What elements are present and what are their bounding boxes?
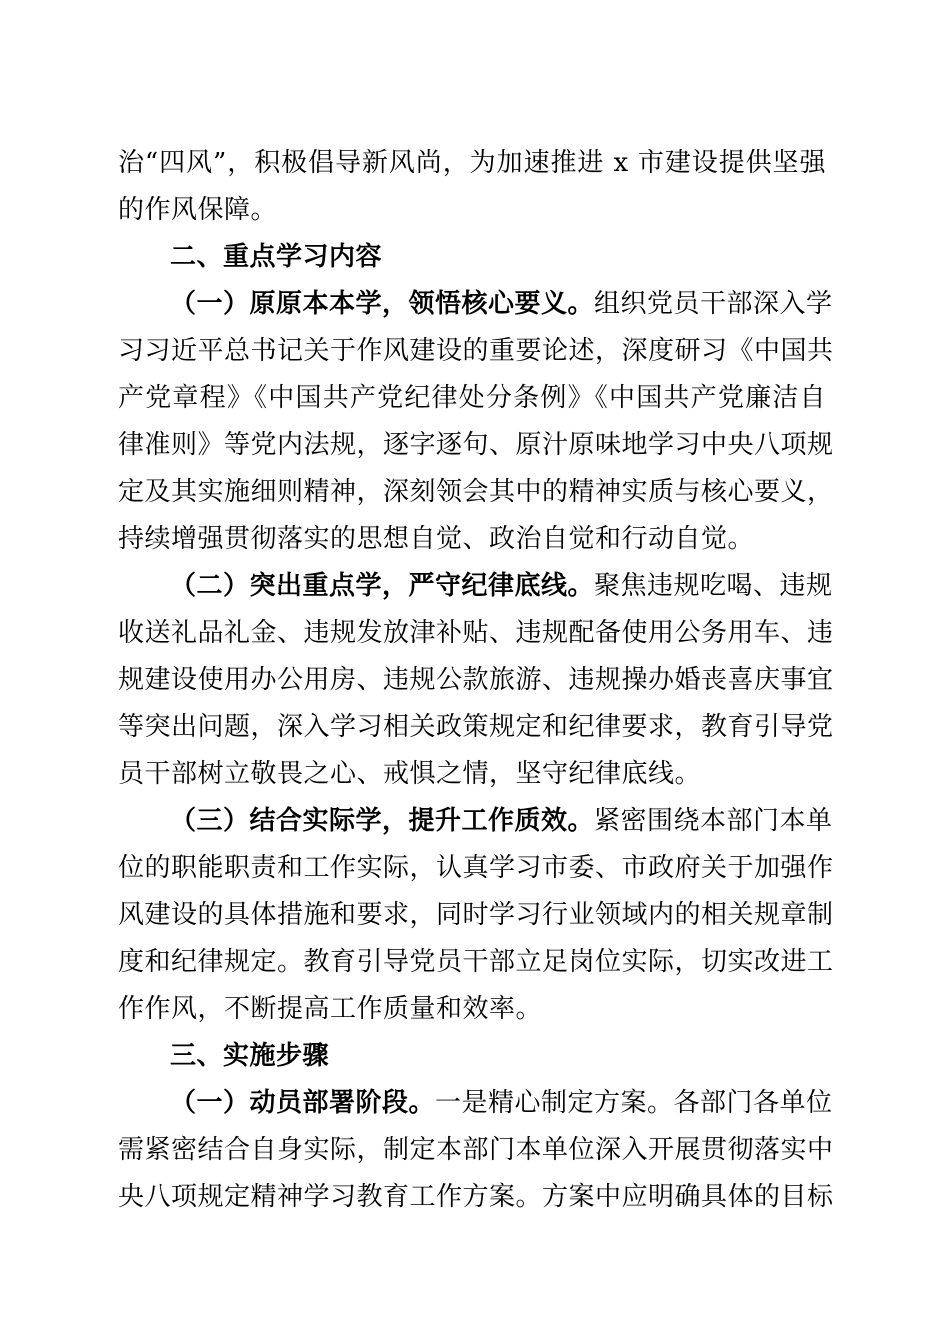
paragraph-lead: （一）动员部署阶段。 — [170, 1088, 436, 1118]
paragraph-line: 产党章程》《中国共产党纪律处分条例》《中国共产党廉洁自 — [118, 383, 826, 413]
paragraph-lead: （一）原原本本学，领悟核心要义。 — [170, 289, 595, 319]
paragraph-line: 度和纪律规定。教育引导党员干部立足岗位实际，切实改进工 — [118, 947, 834, 977]
paragraph-line: 作作风，不断提高工作质量和效率。 — [118, 994, 543, 1024]
document-page — [118, 140, 834, 1221]
paragraph-line: 持续增强贯彻落实的思想自觉、政治自觉和行动自觉。 — [118, 524, 755, 554]
paragraph-first-line — [118, 798, 833, 845]
intro-line: 治“四风”，积极倡导新风尚，为加速推进 x 市建设提供坚强 — [118, 148, 826, 178]
paragraph-line: 等突出问题，深入学习相关政策规定和纪律要求，教育引导党 — [118, 712, 834, 742]
paragraph-lead: （三）结合实际学，提升工作质效。 — [170, 806, 595, 836]
paragraph-text: 组织党员干部深入学 — [594, 289, 833, 319]
section-heading: 二、重点学习内容 — [170, 242, 383, 272]
paragraph-text: 一是精心制定方案。各部门各单位 — [435, 1088, 833, 1118]
section-heading: 三、实施步骤 — [170, 1041, 330, 1071]
paragraph-text: 聚焦违规吃喝、违规 — [594, 571, 833, 601]
paragraph-line: 员干部树立敬畏之心、戒惧之情，坚守纪律底线。 — [118, 759, 702, 789]
paragraph-lead: （二）突出重点学，严守纪律底线。 — [170, 571, 595, 601]
paragraph-line: 定及其实施细则精神，深刻领会其中的精神实质与核心要义， — [118, 477, 834, 507]
intro-line: 的作风保障。 — [118, 195, 278, 225]
paragraph-first-line — [118, 1080, 833, 1127]
paragraph-line: 需紧密结合自身实际，制定本部门本单位深入开展贯彻落实中 — [118, 1135, 834, 1165]
paragraph-line: 位的职能职责和工作实际，认真学习市委、市政府关于加强作 — [118, 853, 834, 883]
paragraph-line: 风建设的具体措施和要求，同时学习行业领域内的相关规章制 — [118, 900, 834, 930]
paragraph-line: 央八项规定精神学习教育工作方案。方案中应明确具体的目标 — [118, 1182, 834, 1212]
paragraph-line: 规建设使用办公用房、违规公款旅游、违规操办婚丧喜庆事宜 — [118, 665, 834, 695]
paragraph-line: 习习近平总书记关于作风建设的重要论述，深度研习《中国共 — [118, 336, 834, 366]
paragraph-text: 紧密围绕本部门本单 — [594, 806, 833, 836]
paragraph-line: 收送礼品礼金、违规发放津补贴、违规配备使用公务用车、违 — [118, 618, 834, 648]
paragraph-line: 律准则》等党内法规，逐字逐句、原汁原味地学习中央八项规 — [118, 430, 834, 460]
paragraph-first-line — [118, 563, 833, 610]
paragraph-first-line — [118, 281, 833, 328]
